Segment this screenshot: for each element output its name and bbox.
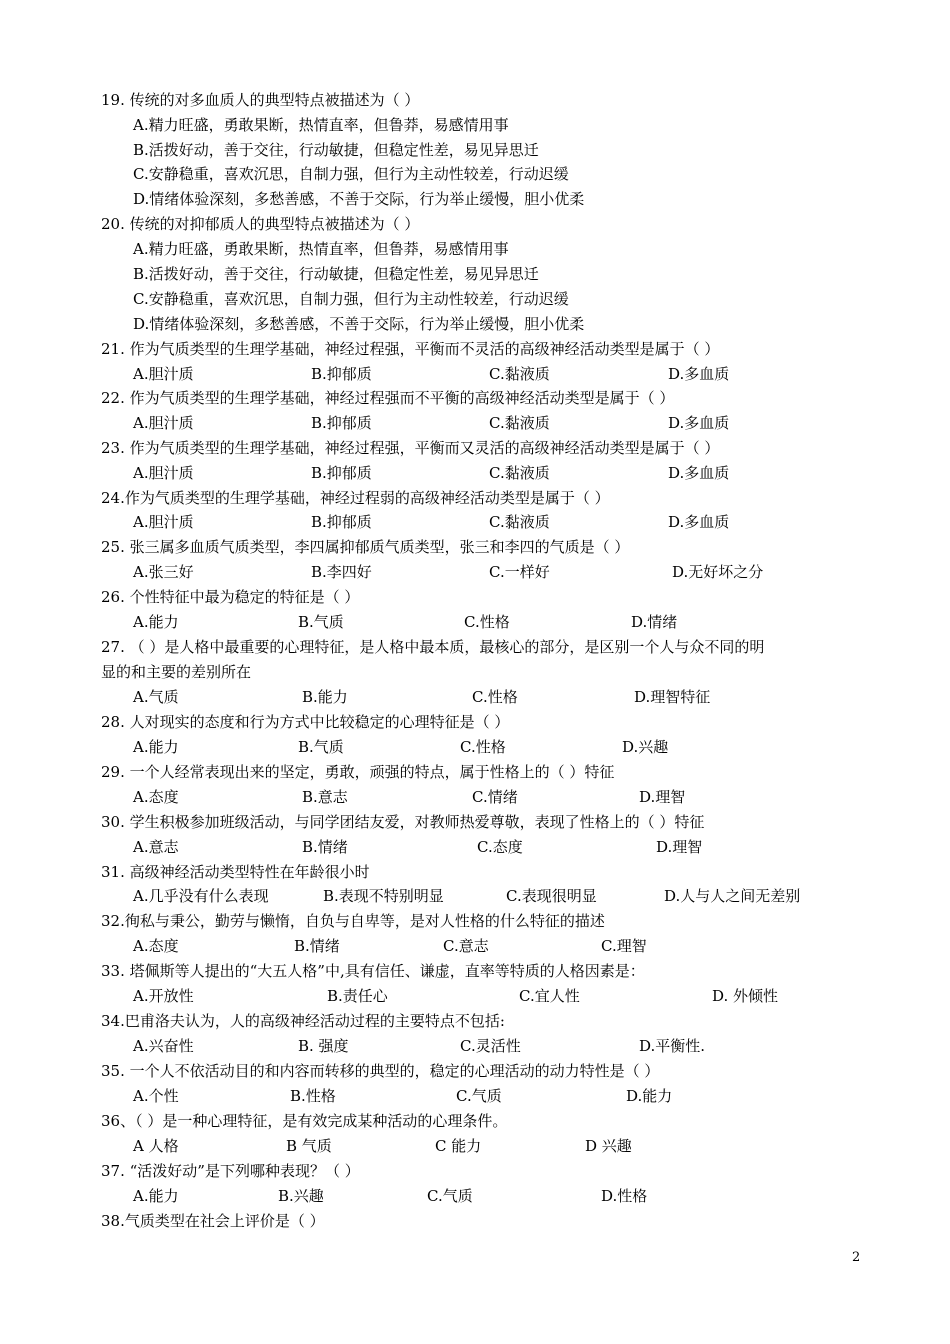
question-25 bbox=[0, 535, 950, 559]
option-a: A.胆汁质 bbox=[133, 365, 194, 383]
question-21 bbox=[0, 337, 950, 361]
option-a: A.能力 bbox=[133, 738, 179, 756]
option-d: D.理智 bbox=[639, 788, 686, 806]
option-b: B.情绪 bbox=[294, 937, 340, 955]
question-text: 19. 传统的对多血质人的典型特点被描述为（ ） bbox=[101, 91, 420, 109]
option-b: B.气质 bbox=[298, 613, 344, 631]
question-text: 33. 塔佩斯等人提出的“大五人格”中,具有信任、谦虚，直率等特质的人格因素是： bbox=[101, 962, 645, 980]
question-text: 21. 作为气质类型的生理学基础，神经过程强，平衡而不灵活的高级神经活动类型是属于（ ） bbox=[101, 340, 720, 358]
option-d: D.无好坏之分 bbox=[672, 563, 764, 581]
option-b: B.抑郁质 bbox=[311, 365, 372, 383]
question-38 bbox=[0, 1209, 950, 1233]
question-text: 29. 一个人经常表现出来的坚定，勇敢，顽强的特点，属于性格上的（ ）特征 bbox=[101, 763, 615, 781]
option-d: D.能力 bbox=[626, 1087, 673, 1105]
option-c: C.安静稳重，喜欢沉思，自制力强，但行为主动性较差，行动迟缓 bbox=[133, 165, 569, 183]
option-b: B. 强度 bbox=[298, 1037, 349, 1055]
question-35 bbox=[0, 1059, 950, 1083]
option-c: C.黏液质 bbox=[489, 365, 550, 383]
option-c: C.性格 bbox=[472, 688, 518, 706]
question-30 bbox=[0, 810, 950, 834]
option-row bbox=[0, 162, 950, 186]
option-row bbox=[0, 610, 950, 634]
option-d: D.情绪 bbox=[631, 613, 678, 631]
question-19 bbox=[0, 88, 950, 112]
option-d: D.理智 bbox=[656, 838, 703, 856]
option-c: C.表现很明显 bbox=[506, 887, 597, 905]
option-c: C.安静稳重，喜欢沉思，自制力强，但行为主动性较差，行动迟缓 bbox=[133, 290, 569, 308]
option-d: D.多血质 bbox=[668, 464, 730, 482]
option-row bbox=[0, 312, 950, 336]
option-row bbox=[0, 113, 950, 137]
option-d: D.多血质 bbox=[668, 414, 730, 432]
option-b: B.活拨好动，善于交往，行动敏捷，但稳定性差，易见异思迁 bbox=[133, 265, 539, 283]
option-row bbox=[0, 262, 950, 286]
option-c: C.态度 bbox=[477, 838, 523, 856]
option-a: A.意志 bbox=[133, 838, 179, 856]
option-b: B.抑郁质 bbox=[311, 513, 372, 531]
option-b: B.意志 bbox=[302, 788, 348, 806]
option-row bbox=[0, 685, 950, 709]
option-b: B.责任心 bbox=[327, 987, 388, 1005]
question-text: 30. 学生积极参加班级活动，与同学团结友爱，对教师热爱尊敬，表现了性格上的（ ）特征 bbox=[101, 813, 705, 831]
option-a: A.能力 bbox=[133, 613, 179, 631]
option-b: B 气质 bbox=[286, 1137, 332, 1155]
option-row bbox=[0, 237, 950, 261]
question-34 bbox=[0, 1009, 950, 1033]
option-row bbox=[0, 735, 950, 759]
option-c: C 能力 bbox=[435, 1137, 482, 1155]
option-a: A.能力 bbox=[133, 1187, 179, 1205]
option-a: A.开放性 bbox=[133, 987, 194, 1005]
option-a: A 人格 bbox=[133, 1137, 179, 1155]
question-32 bbox=[0, 909, 950, 933]
option-c: C.情绪 bbox=[472, 788, 518, 806]
option-d: D. 外倾性 bbox=[712, 987, 779, 1005]
option-b: B.抑郁质 bbox=[311, 414, 372, 432]
option-row bbox=[0, 411, 950, 435]
option-c: C.性格 bbox=[460, 738, 506, 756]
option-a: A.个性 bbox=[133, 1087, 179, 1105]
question-text: 32.徇私与秉公，勤劳与懒惰，自负与自卑等，是对人性格的什么特征的描述 bbox=[101, 912, 605, 930]
option-row bbox=[0, 884, 950, 908]
question-text: 22. 作为气质类型的生理学基础，神经过程强而不平衡的高级神经活动类型是属于（ ） bbox=[101, 389, 675, 407]
option-a: A.态度 bbox=[133, 788, 179, 806]
question-text: 34.巴甫洛夫认为，人的高级神经活动过程的主要特点不包括: bbox=[101, 1012, 505, 1030]
option-c: C.性格 bbox=[464, 613, 510, 631]
question-27-continuation bbox=[0, 660, 950, 684]
option-a: A.几乎没有什么表现 bbox=[133, 887, 269, 905]
option-row bbox=[0, 560, 950, 584]
option-a: A.张三好 bbox=[133, 563, 194, 581]
question-text: 37. “活泼好动”是下列哪种表现？（ ） bbox=[101, 1162, 360, 1180]
option-c: C.黏液质 bbox=[489, 414, 550, 432]
question-text: 28. 人对现实的态度和行为方式中比较稳定的心理特征是（ ） bbox=[101, 713, 510, 731]
option-b: B.李四好 bbox=[311, 563, 372, 581]
option-c: C.黏液质 bbox=[489, 464, 550, 482]
question-text: 25. 张三属多血质气质类型，李四属抑郁质气质类型，张三和李四的气质是（ ） bbox=[101, 538, 630, 556]
option-d: D.平衡性. bbox=[639, 1037, 706, 1055]
question-37 bbox=[0, 1159, 950, 1183]
question-text: 23. 作为气质类型的生理学基础，神经过程强，平衡而又灵活的高级神经活动类型是属于（ ） bbox=[101, 439, 720, 457]
question-text: 36、（ ）是一种心理特征，是有效完成某种活动的心理条件。 bbox=[101, 1112, 508, 1130]
question-28 bbox=[0, 710, 950, 734]
option-d: D.情绪体验深刻，多愁善感，不善于交际，行为举止缓慢，胆小优柔 bbox=[133, 190, 585, 208]
option-row bbox=[0, 461, 950, 485]
question-31 bbox=[0, 860, 950, 884]
option-c: C.灵活性 bbox=[460, 1037, 521, 1055]
option-row bbox=[0, 138, 950, 162]
question-20 bbox=[0, 212, 950, 236]
option-row bbox=[0, 785, 950, 809]
option-a: A.胆汁质 bbox=[133, 414, 194, 432]
option-d: D 兴趣 bbox=[585, 1137, 632, 1155]
question-text: 20. 传统的对抑郁质人的典型特点被描述为（ ） bbox=[101, 215, 420, 233]
question-text: 35. 一个人不依活动目的和内容而转移的典型的，稳定的心理活动的动力特性是（ ） bbox=[101, 1062, 660, 1080]
question-33 bbox=[0, 959, 950, 983]
option-d: C.理智 bbox=[601, 937, 647, 955]
question-text: 38.气质类型在社会上评价是（ ） bbox=[101, 1212, 325, 1230]
option-b: B.抑郁质 bbox=[311, 464, 372, 482]
option-a: A.精力旺盛，勇敢果断，热情直率，但鲁莽，易感情用事 bbox=[133, 240, 509, 258]
question-26 bbox=[0, 585, 950, 609]
option-c: C.气质 bbox=[427, 1187, 473, 1205]
question-text-continuation: 显的和主要的差别所在 bbox=[101, 663, 252, 681]
question-text: 26. 个性特征中最为稳定的特征是（ ） bbox=[101, 588, 360, 606]
option-row bbox=[0, 187, 950, 211]
option-c: C.一样好 bbox=[489, 563, 550, 581]
question-24 bbox=[0, 486, 950, 510]
option-row bbox=[0, 984, 950, 1008]
option-b: B.表现不特别明显 bbox=[323, 887, 444, 905]
option-c: C.宜人性 bbox=[519, 987, 580, 1005]
option-row bbox=[0, 287, 950, 311]
option-row bbox=[0, 934, 950, 958]
option-row bbox=[0, 1034, 950, 1058]
option-row bbox=[0, 1084, 950, 1108]
option-a: A.态度 bbox=[133, 937, 179, 955]
option-b: B.性格 bbox=[290, 1087, 336, 1105]
option-row bbox=[0, 510, 950, 534]
page-number: 2 bbox=[852, 1250, 861, 1265]
question-36 bbox=[0, 1109, 950, 1133]
option-c: C.意志 bbox=[443, 937, 489, 955]
option-d: D.兴趣 bbox=[622, 738, 669, 756]
option-b: B.能力 bbox=[302, 688, 348, 706]
option-a: A.胆汁质 bbox=[133, 513, 194, 531]
option-b: B.活拨好动，善于交往，行动敏捷，但稳定性差，易见异思迁 bbox=[133, 141, 539, 159]
option-row bbox=[0, 362, 950, 386]
question-text: 31. 高级神经活动类型特性在年龄很小时 bbox=[101, 863, 370, 881]
option-row bbox=[0, 835, 950, 859]
option-c: C.气质 bbox=[456, 1087, 502, 1105]
option-b: B.气质 bbox=[298, 738, 344, 756]
option-a: A.精力旺盛，勇敢果断，热情直率，但鲁莽，易感情用事 bbox=[133, 116, 509, 134]
option-c: C.黏液质 bbox=[489, 513, 550, 531]
option-d: D.情绪体验深刻，多愁善感，不善于交际，行为举止缓慢，胆小优柔 bbox=[133, 315, 585, 333]
question-27 bbox=[0, 635, 950, 659]
option-a: A.兴奋性 bbox=[133, 1037, 194, 1055]
option-d: D.多血质 bbox=[668, 513, 730, 531]
question-23 bbox=[0, 436, 950, 460]
question-text: 27. （ ）是人格中最重要的心理特征，是人格中最本质，最核心的部分，是区别一个人与众不同的明 bbox=[101, 638, 765, 656]
option-d: D.多血质 bbox=[668, 365, 730, 383]
option-b: B.兴趣 bbox=[278, 1187, 324, 1205]
option-row bbox=[0, 1184, 950, 1208]
option-d: D.理智特征 bbox=[634, 688, 711, 706]
question-text: 24.作为气质类型的生理学基础，神经过程弱的高级神经活动类型是属于（ ） bbox=[101, 489, 610, 507]
option-a: A.胆汁质 bbox=[133, 464, 194, 482]
option-b: B.情绪 bbox=[302, 838, 348, 856]
option-d: D.人与人之间无差别 bbox=[664, 887, 801, 905]
option-row bbox=[0, 1134, 950, 1158]
option-d: D.性格 bbox=[601, 1187, 648, 1205]
option-a: A.气质 bbox=[133, 688, 179, 706]
question-29 bbox=[0, 760, 950, 784]
question-22 bbox=[0, 386, 950, 410]
